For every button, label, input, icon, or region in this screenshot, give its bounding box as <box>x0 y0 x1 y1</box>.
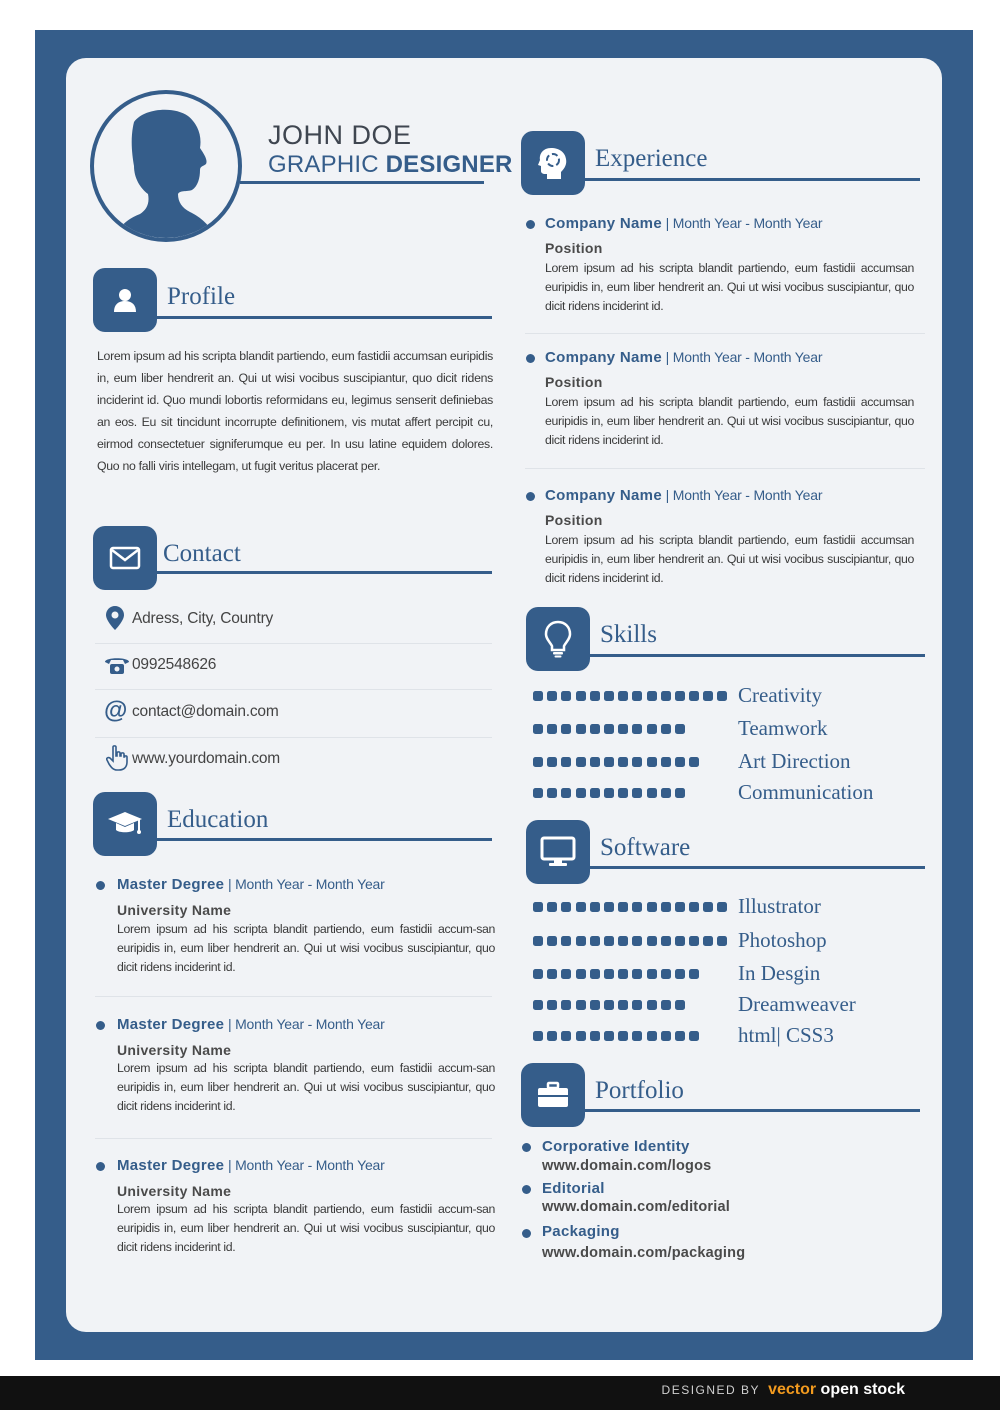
level-dot <box>590 1031 600 1041</box>
level-dot <box>675 757 685 767</box>
contact-address: Adress, City, Country <box>132 610 274 627</box>
level-dot <box>604 757 614 767</box>
list-bullet <box>526 354 535 363</box>
level-dot <box>618 757 628 767</box>
education-degree <box>117 1157 385 1174</box>
level-dots <box>533 724 685 734</box>
level-dots <box>533 969 699 979</box>
experience-divider <box>525 468 925 469</box>
level-dot <box>647 757 657 767</box>
pointer-hand-icon <box>106 745 128 775</box>
list-bullet <box>522 1143 531 1152</box>
job-title-part2: DESIGNER <box>385 151 513 178</box>
level-dot <box>618 788 628 798</box>
level-dot <box>604 936 614 946</box>
at-icon: @ <box>104 697 128 724</box>
experience-company <box>545 349 822 366</box>
position-title: Position <box>545 240 603 256</box>
level-dot <box>561 1031 571 1041</box>
education-degree <box>117 876 385 893</box>
level-dot <box>576 902 586 912</box>
contact-email[interactable]: contact@domain.com <box>132 703 279 720</box>
level-dot <box>703 936 713 946</box>
skills-label: Art Direction <box>738 749 851 773</box>
level-dot <box>647 1031 657 1041</box>
level-dot <box>590 1000 600 1010</box>
level-dot <box>632 1000 642 1010</box>
company-name: Company Name <box>545 349 662 366</box>
level-dot <box>689 902 699 912</box>
education-description: Lorem ipsum ad his scripta blandit partiendo, eum fastidii accum-san euripidis in, eum liber hendrerit an. Qui ut wisi vocibus suscipiantur, quo dicit ridens inciderint id. <box>117 1061 495 1113</box>
level-dot <box>689 691 699 701</box>
level-dot <box>576 969 586 979</box>
degree-name: Master Degree <box>117 1016 225 1033</box>
software-label: In Desgin <box>738 961 821 985</box>
education-description: Lorem ipsum ad his scripta blandit partiendo, eum fastidii accum-san euripidis in, eum liber hendrerit an. Qui ut wisi vocibus suscipiantur, quo dicit ridens inciderint id. <box>117 922 495 974</box>
level-dot <box>547 691 557 701</box>
experience-dates: | Month Year - Month Year <box>661 215 823 231</box>
education-description: Lorem ipsum ad his scripta blandit partiendo, eum fastidii accum-san euripidis in, eum liber hendrerit an. Qui ut wisi vocibus suscipiantur, quo dicit ridens inciderint id. <box>117 1202 495 1254</box>
experience-description: Lorem ipsum ad his scripta blandit partiendo, eum fastidii accumsan euripidis in, eum liber hendrerit an. Qui ut wisi vocibus suscipiantur, quo dicit ridens inciderint id. <box>545 395 914 447</box>
degree-dates: | Month Year - Month Year <box>224 876 385 892</box>
level-dot <box>576 1000 586 1010</box>
level-dot <box>604 902 614 912</box>
mail-icon <box>109 546 141 570</box>
level-dot <box>632 902 642 912</box>
brand-logo-part1: vector <box>768 1381 817 1398</box>
level-dot <box>675 969 685 979</box>
level-dot <box>561 1000 571 1010</box>
level-dot <box>547 757 557 767</box>
contact-heading: Contact <box>163 540 241 567</box>
level-dot <box>675 691 685 701</box>
level-dot <box>533 1031 543 1041</box>
level-dots <box>533 1000 685 1010</box>
list-bullet <box>96 1021 105 1030</box>
level-dot <box>576 724 586 734</box>
contact-phone: 0992548626 <box>132 656 217 673</box>
level-dot <box>590 757 600 767</box>
portfolio-section-icon <box>521 1063 585 1127</box>
level-dot <box>647 691 657 701</box>
level-dot <box>618 969 628 979</box>
company-name: Company Name <box>545 487 662 504</box>
level-dot <box>632 936 642 946</box>
level-dot <box>647 969 657 979</box>
level-dot <box>632 757 642 767</box>
portfolio-item-link[interactable]: www.domain.com/editorial <box>542 1199 730 1215</box>
software-label: html| CSS3 <box>738 1023 834 1047</box>
contact-section-icon <box>93 526 157 590</box>
contact-website[interactable]: www.yourdomain.com <box>132 750 281 767</box>
portfolio-heading: Portfolio <box>595 1077 684 1104</box>
level-dot <box>561 757 571 767</box>
list-bullet <box>526 220 535 229</box>
job-title-part1: GRAPHIC <box>268 151 386 178</box>
level-dot <box>647 936 657 946</box>
level-dot <box>632 1031 642 1041</box>
university-name: University Name <box>117 902 232 918</box>
experience-company <box>545 215 822 232</box>
profile-section-icon <box>93 268 157 332</box>
portfolio-rule <box>583 1109 920 1112</box>
experience-dates: | Month Year - Month Year <box>661 487 823 503</box>
level-dot <box>647 902 657 912</box>
level-dot <box>689 1031 699 1041</box>
level-dot <box>604 724 614 734</box>
level-dots <box>533 757 699 767</box>
level-dot <box>604 691 614 701</box>
level-dot <box>675 1000 685 1010</box>
person-silhouette-icon <box>94 94 238 238</box>
software-rule <box>588 866 925 869</box>
level-dots <box>533 1031 699 1041</box>
contact-divider <box>95 737 492 738</box>
level-dot <box>547 1031 557 1041</box>
portfolio-item-link[interactable]: www.domain.com/logos <box>542 1158 712 1174</box>
level-dots <box>533 788 685 798</box>
level-dot <box>547 969 557 979</box>
level-dot <box>618 936 628 946</box>
skills-section-icon <box>526 607 590 671</box>
level-dot <box>576 757 586 767</box>
university-name: University Name <box>117 1042 232 1058</box>
level-dot <box>533 936 543 946</box>
contact-divider <box>95 643 492 644</box>
level-dot <box>547 902 557 912</box>
avatar <box>90 90 242 242</box>
level-dot <box>604 788 614 798</box>
level-dot <box>618 724 628 734</box>
level-dot <box>632 691 642 701</box>
skills-label: Communication <box>738 780 874 804</box>
degree-dates: | Month Year - Month Year <box>224 1157 385 1173</box>
level-dot <box>533 724 543 734</box>
degree-name: Master Degree <box>117 876 225 893</box>
university-name: University Name <box>117 1183 232 1199</box>
education-rule <box>155 838 492 841</box>
level-dot <box>675 724 685 734</box>
monitor-icon <box>540 836 576 868</box>
level-dot <box>717 936 727 946</box>
header-rule <box>240 181 484 184</box>
level-dot <box>590 788 600 798</box>
position-title: Position <box>545 512 603 528</box>
level-dot <box>675 936 685 946</box>
portfolio-item-title: Packaging <box>542 1223 620 1240</box>
education-divider <box>95 996 492 997</box>
level-dot <box>561 936 571 946</box>
level-dots <box>533 936 727 946</box>
experience-heading: Experience <box>595 145 708 172</box>
level-dot <box>717 691 727 701</box>
phone-icon <box>104 655 130 679</box>
contact-divider <box>95 689 492 690</box>
portfolio-item-title: Corporative Identity <box>542 1138 690 1155</box>
level-dot <box>590 936 600 946</box>
experience-description: Lorem ipsum ad his scripta blandit partiendo, eum fastidii accumsan euripidis in, eum liber hendrerit an. Qui ut wisi vocibus suscipiantur, quo dicit ridens inciderint id. <box>545 261 914 313</box>
level-dot <box>632 969 642 979</box>
level-dot <box>547 936 557 946</box>
level-dot <box>576 1031 586 1041</box>
profile-text: Lorem ipsum ad his scripta blandit partiendo, eum fastidii accumsan euripidis in, eum liber hendrerit an. Qui ut wisi vocibus suscipiantur, quo dicit ridens inciderint id. Quo mundi lobortis reformidans eu, legimus senserit definiebas an eos. Eu sit tincidunt incorrupte definitionem, vis mutat affert percipit cu, eirmod consectetuer signiferumque eu per. In usu latine equidem dolores. Quo no falli viris intellegam, ut fugit veritus placerat per. <box>97 349 493 473</box>
level-dot <box>604 1000 614 1010</box>
education-heading: Education <box>167 806 269 833</box>
recycle-head-icon <box>537 146 569 180</box>
level-dot <box>689 936 699 946</box>
level-dot <box>689 757 699 767</box>
experience-divider <box>525 333 925 334</box>
level-dot <box>576 936 586 946</box>
level-dot <box>533 757 543 767</box>
level-dot <box>661 788 671 798</box>
level-dot <box>547 724 557 734</box>
profile-heading: Profile <box>167 283 236 310</box>
level-dot <box>561 724 571 734</box>
level-dot <box>547 1000 557 1010</box>
designed-by-label: DESIGNED BY <box>661 1383 761 1397</box>
list-bullet <box>96 1162 105 1171</box>
level-dot <box>675 788 685 798</box>
level-dot <box>590 691 600 701</box>
position-title: Position <box>545 374 603 390</box>
level-dot <box>533 969 543 979</box>
level-dot <box>661 936 671 946</box>
software-section-icon <box>526 820 590 884</box>
level-dot <box>576 788 586 798</box>
brand-logo[interactable] <box>768 1381 905 1399</box>
level-dot <box>590 969 600 979</box>
level-dot <box>661 757 671 767</box>
level-dot <box>661 691 671 701</box>
level-dot <box>561 691 571 701</box>
profile-rule <box>155 316 492 319</box>
level-dot <box>632 724 642 734</box>
software-label: Dreamweaver <box>738 992 856 1016</box>
level-dots <box>533 691 727 701</box>
person-icon <box>109 284 141 316</box>
level-dot <box>632 788 642 798</box>
level-dot <box>533 788 543 798</box>
list-bullet <box>526 492 535 501</box>
level-dot <box>675 1031 685 1041</box>
graduation-cap-icon <box>107 809 143 839</box>
level-dot <box>703 691 713 701</box>
map-pin-icon <box>106 606 124 634</box>
job-title <box>268 151 513 179</box>
briefcase-icon <box>536 1081 570 1109</box>
degree-name: Master Degree <box>117 1157 225 1174</box>
level-dot <box>576 691 586 701</box>
level-dot <box>561 969 571 979</box>
list-bullet <box>522 1185 531 1194</box>
level-dot <box>604 1031 614 1041</box>
contact-rule <box>155 571 492 574</box>
portfolio-item-title: Editorial <box>542 1180 605 1197</box>
footer-credit <box>662 1381 905 1399</box>
list-bullet <box>96 881 105 890</box>
level-dot <box>604 969 614 979</box>
software-label: Illustrator <box>738 894 821 918</box>
level-dot <box>703 902 713 912</box>
experience-rule <box>583 178 920 181</box>
level-dot <box>561 902 571 912</box>
degree-dates: | Month Year - Month Year <box>224 1016 385 1032</box>
experience-section-icon <box>521 131 585 195</box>
level-dot <box>661 724 671 734</box>
skills-heading: Skills <box>600 621 657 648</box>
skills-label: Creativity <box>738 683 822 707</box>
level-dot <box>689 969 699 979</box>
level-dot <box>533 1000 543 1010</box>
level-dot <box>533 902 543 912</box>
level-dot <box>661 1031 671 1041</box>
level-dot <box>547 788 557 798</box>
experience-description: Lorem ipsum ad his scripta blandit partiendo, eum fastidii accumsan euripidis in, eum liber hendrerit an. Qui ut wisi vocibus suscipiantur, quo dicit ridens inciderint id. <box>545 533 914 585</box>
list-bullet <box>522 1229 531 1238</box>
education-divider <box>95 1138 492 1139</box>
experience-company <box>545 487 822 504</box>
level-dot <box>590 902 600 912</box>
portfolio-item-link[interactable]: www.domain.com/packaging <box>542 1245 746 1261</box>
candidate-name: JOHN DOE <box>268 120 412 150</box>
level-dot <box>647 788 657 798</box>
level-dot <box>618 1031 628 1041</box>
level-dot <box>661 1000 671 1010</box>
education-degree <box>117 1016 385 1033</box>
lightbulb-icon <box>544 620 572 658</box>
level-dot <box>647 1000 657 1010</box>
level-dot <box>661 902 671 912</box>
level-dot <box>717 902 727 912</box>
level-dot <box>618 902 628 912</box>
company-name: Company Name <box>545 215 662 232</box>
skills-label: Teamwork <box>738 716 828 740</box>
level-dot <box>675 902 685 912</box>
education-section-icon <box>93 792 157 856</box>
brand-logo-part2: open stock <box>816 1381 905 1398</box>
level-dot <box>661 969 671 979</box>
level-dot <box>647 724 657 734</box>
level-dot <box>618 691 628 701</box>
level-dot <box>618 1000 628 1010</box>
skills-rule <box>588 654 925 657</box>
software-label: Photoshop <box>738 928 827 952</box>
software-heading: Software <box>600 834 691 861</box>
level-dot <box>533 691 543 701</box>
level-dots <box>533 902 727 912</box>
experience-dates: | Month Year - Month Year <box>661 349 823 365</box>
level-dot <box>590 724 600 734</box>
level-dot <box>561 788 571 798</box>
